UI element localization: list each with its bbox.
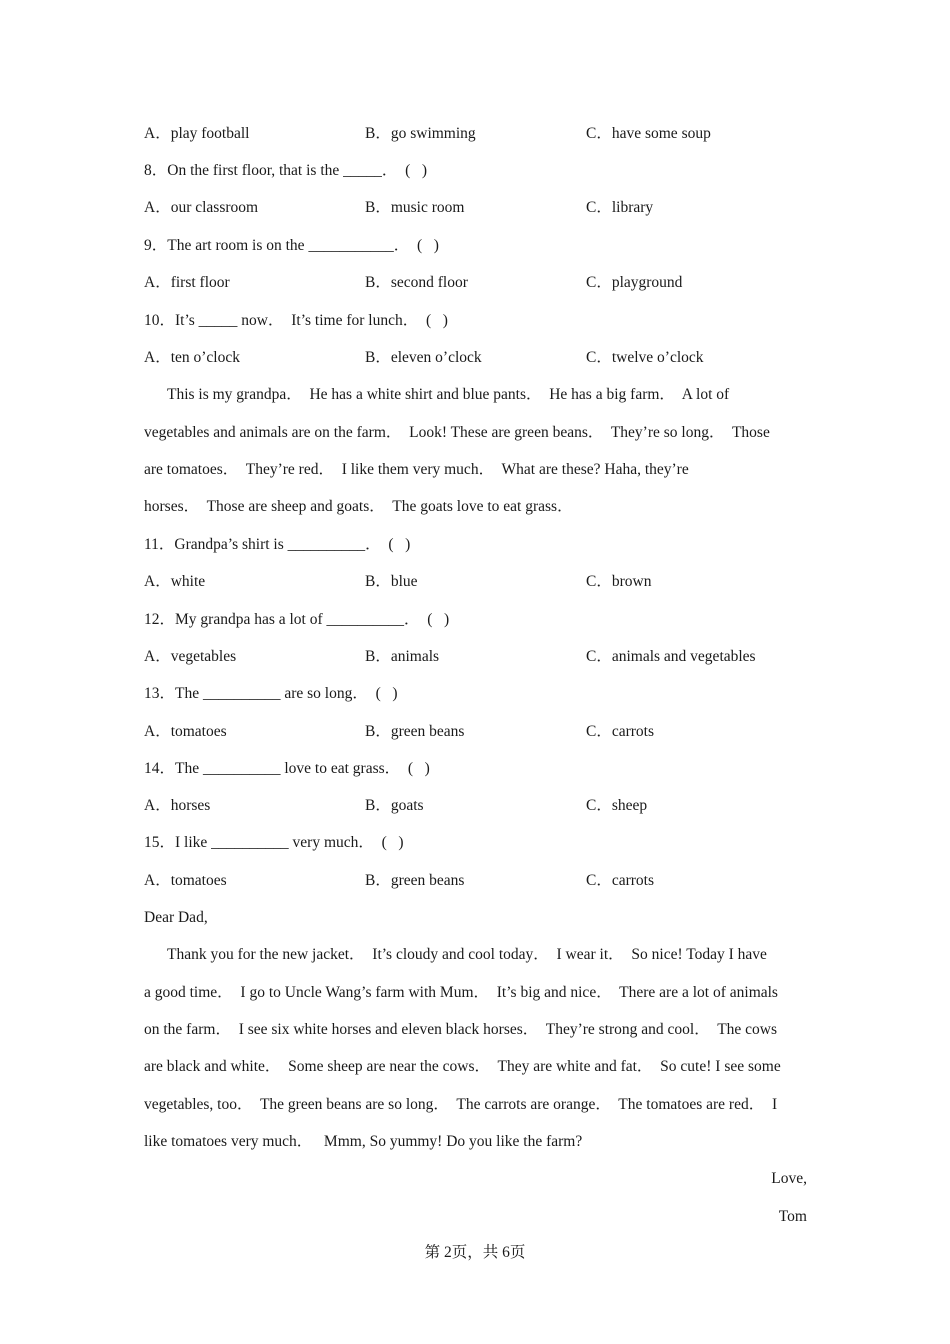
passage1-line: This is my grandpa． He has a white shirt and blue pants． He has a big farm． A lot of: [144, 386, 730, 403]
page-number-footer: 第 2页，共 6页: [424, 1244, 526, 1261]
q13-option-c: C．carrots: [586, 723, 655, 740]
q7-option-c: C．have some soup: [586, 125, 711, 142]
q13-option-a: A．tomatoes: [144, 723, 227, 740]
q8-option-a: A．our classroom: [144, 199, 259, 216]
letter-closing: Love,: [771, 1170, 807, 1187]
letter-line: a good time． I go to Uncle Wang’s farm with Mum． It’s big and nice． There are a lot of animals: [144, 984, 778, 1001]
q10-stem: 10．It’s _____ now． It’s time for lunch． ( ): [144, 312, 448, 329]
q10-option-c: C．twelve o’clock: [586, 349, 704, 366]
q9-option-a: A．first floor: [144, 274, 230, 291]
q11-stem: 11．Grandpa’s shirt is __________． ( ): [144, 536, 411, 553]
passage1-line: horses． Those are sheep and goats． The goats love to eat grass．: [144, 498, 573, 515]
q15-stem: 15．I like __________ very much． ( ): [144, 834, 404, 851]
q11-option-c: C．brown: [586, 573, 652, 590]
q7-option-a: A．play football: [144, 125, 250, 142]
letter-line: like tomatoes very much． Mmm, So yummy! Do you like the farm?: [144, 1133, 583, 1150]
q9-stem: 9．The art room is on the ___________． ( ): [144, 237, 439, 254]
q14-option-a: A．horses: [144, 797, 211, 814]
q13-stem: 13．The __________ are so long． ( ): [144, 685, 398, 702]
q8-option-b: B．music room: [365, 199, 465, 216]
q15-option-b: B．green beans: [365, 872, 465, 889]
q15-option-a: A．tomatoes: [144, 872, 227, 889]
q14-stem: 14．The __________ love to eat grass． ( ): [144, 760, 430, 777]
letter-line: Thank you for the new jacket． It’s cloudy and cool today． I wear it． So nice! Today I have: [144, 946, 767, 963]
q8-stem: 8．On the first floor, that is the _____． ( ): [144, 162, 428, 179]
letter-line: on the farm． I see six white horses and eleven black horses． They’re strong and cool． The cows: [144, 1021, 778, 1038]
q14-option-c: C．sheep: [586, 797, 648, 814]
passage1-line: vegetables and animals are on the farm． Look! These are green beans． They’re so long． Those: [144, 424, 770, 441]
q12-stem: 12．My grandpa has a lot of __________． ( ): [144, 611, 450, 628]
q10-option-a: A．ten o’clock: [144, 349, 240, 366]
q10-option-b: B．eleven o’clock: [365, 349, 482, 366]
q12-option-c: C．animals and vegetables: [586, 648, 756, 665]
letter-greeting: Dear Dad,: [144, 909, 208, 926]
q15-option-c: C．carrots: [586, 872, 655, 889]
q12-option-a: A．vegetables: [144, 648, 237, 665]
letter-line: vegetables, too． The green beans are so long． The carrots are orange． The tomatoes are red． I: [144, 1096, 778, 1113]
q13-option-b: B．green beans: [365, 723, 465, 740]
q9-option-b: B．second floor: [365, 274, 468, 291]
q11-option-b: B．blue: [365, 573, 418, 590]
q11-option-a: A．white: [144, 573, 206, 590]
q7-option-b: B．go swimming: [365, 125, 476, 142]
letter-line: are black and white． Some sheep are near the cows． They are white and fat． So cute! I see some: [144, 1058, 781, 1075]
letter-signature: Tom: [778, 1208, 807, 1225]
q8-option-c: C．library: [586, 199, 654, 216]
q14-option-b: B．goats: [365, 797, 424, 814]
passage1-line: are tomatoes． They’re red． I like them very much． What are these? Haha, they’re: [144, 461, 689, 478]
q9-option-c: C．playground: [586, 274, 683, 291]
q12-option-b: B．animals: [365, 648, 440, 665]
